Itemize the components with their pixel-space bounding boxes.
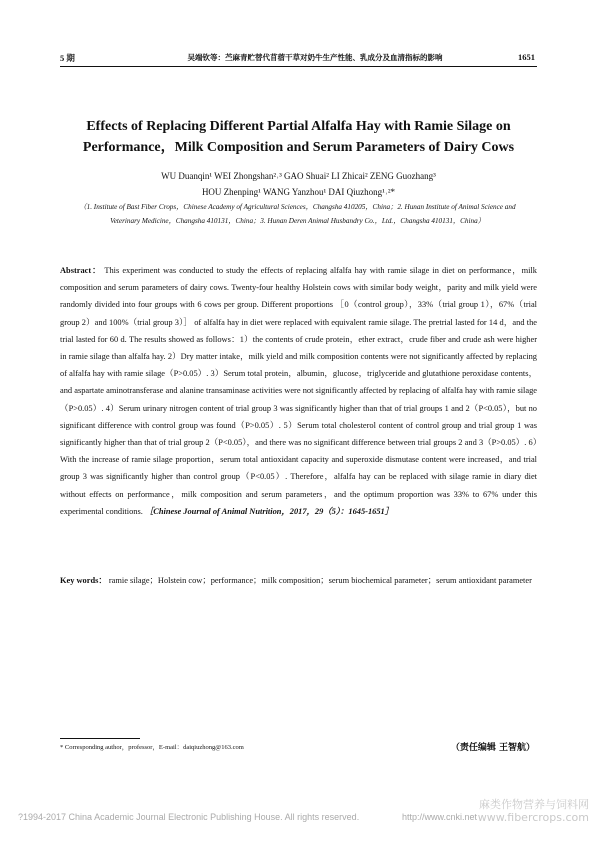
abstract-block <box>60 262 537 520</box>
abstract-label: Abstract： <box>60 266 102 275</box>
watermark-line-2: www.fibercrops.com <box>477 811 589 824</box>
issue-number: 5 期 <box>60 53 75 63</box>
running-title: 吴端钦等：苎麻青贮替代苜蓿干草对奶牛生产性能、乳成分及血清指标的影响 <box>187 53 443 62</box>
abstract-text: This experiment was conducted to study the effects of replacing alfalfa hay with ramie silage in diet on performance，milk composition and serum parameters of dairy cows. Twenty-four healthy Holstein cows with similar body weight，parity and milk yield were randomly divided into four groups with 6 cows per group. Different proportions ［0（control group），33%（trial group 1），67%（trial group 2）and 100%（trial group 3）］ of alfalfa hay in diet were replaced with equivalent ramie silage. The pretrial lasted for 14 d，and the trial lasted for 60 d. The results showed as follows：1）the contents of crude protein，ether extract，crude fiber and crude ash were higher in ramie silage than alfalfa hay. 2）Dry matter intake，milk yield and milk composition contents were not significantly affected by replacing of alfalfa hay with ramie silage（P>0.05）. 3）Serum total protein，albumin，glucose，triglyceride and glutathione peroxidase contents，and aspartate aminotransferase and alanine transaminase activities were not significantly affected by replacing of alfalfa hay with ramie silage（P>0.05）. 4）Serum urinary nitrogen content of trial group 3 was significantly higher than that of trial groups 1 and 2（P<0.05），but no significant difference with control group was found（P>0.05）. 5）Serum total cholesterol content of control group and trial group 1 was significantly higher than that of trial group 2（P<0.05），and there was no significant difference between trial groups 2 and 3（P>0.05）. 6）With the increase of ramie silage proportion，serum total antioxidant capacity and superoxide dismutase content were increased，and trial group 3 was significantly higher than control group（P<0.05）. Therefore，alfalfa hay can be replaced with silage ramie in diary diet without effects on performance，milk composition and serum parameters，and the optimum proportion was 33% to 67% under this experimental conditions. <box>60 266 537 516</box>
authors-line-2: HOU Zhenping¹ WANG Yanzhou¹ DAI Qiuzhong¹˒²* <box>201 187 396 197</box>
footnote-rule <box>60 738 140 739</box>
authors-line-1: WU Duanqin¹ WEI Zhongshan²˒³ GAO Shuai² LI Zhicai² ZENG Guozhang³ <box>161 171 436 181</box>
affiliations: （1. Institute of Bast Fiber Crops，Chinese Academy of Agricultural Sciences，Changsha 410205，China；2. Hunan Institute of Animal Science and Veterinary Medicine，Changsha 410131，China；3. Hunan Deren Animal Husbandry Co.，Ltd.，Changsha 410131，China） <box>79 203 516 225</box>
copyright-line: ?1994-2017 China Academic Journal Electronic Publishing House. All rights reserved. <box>18 812 360 822</box>
header-rule <box>60 66 537 67</box>
site-watermark <box>478 798 589 824</box>
page-number: 1651 <box>518 52 535 62</box>
article-title: Effects of Replacing Different Partial Alfalfa Hay with Ramie Silage on Performance，Milk Composition and Serum Parameters of Dairy Cows <box>82 119 515 155</box>
keywords-block <box>60 572 537 589</box>
cnki-url[interactable]: http://www.cnki.net <box>402 812 478 822</box>
abstract-citation: ［Chinese Journal of Animal Nutrition，2017，29（5）：1645-1651］ <box>144 506 394 516</box>
keywords-text: ramie silage；Holstein cow；performance；milk composition；serum biochemical parameter；serum antioxidant parameter <box>108 576 532 585</box>
corresponding-author-footnote: * Corresponding author，professor，E-mail：daiqiuzhong@163.com <box>60 744 244 751</box>
author-list <box>60 168 537 200</box>
watermark-line-1: 麻类作物营养与饲料网 <box>479 798 589 811</box>
keywords-label: Key words： <box>60 576 107 585</box>
responsible-editor: （责任编辑 王智航） <box>450 743 535 753</box>
